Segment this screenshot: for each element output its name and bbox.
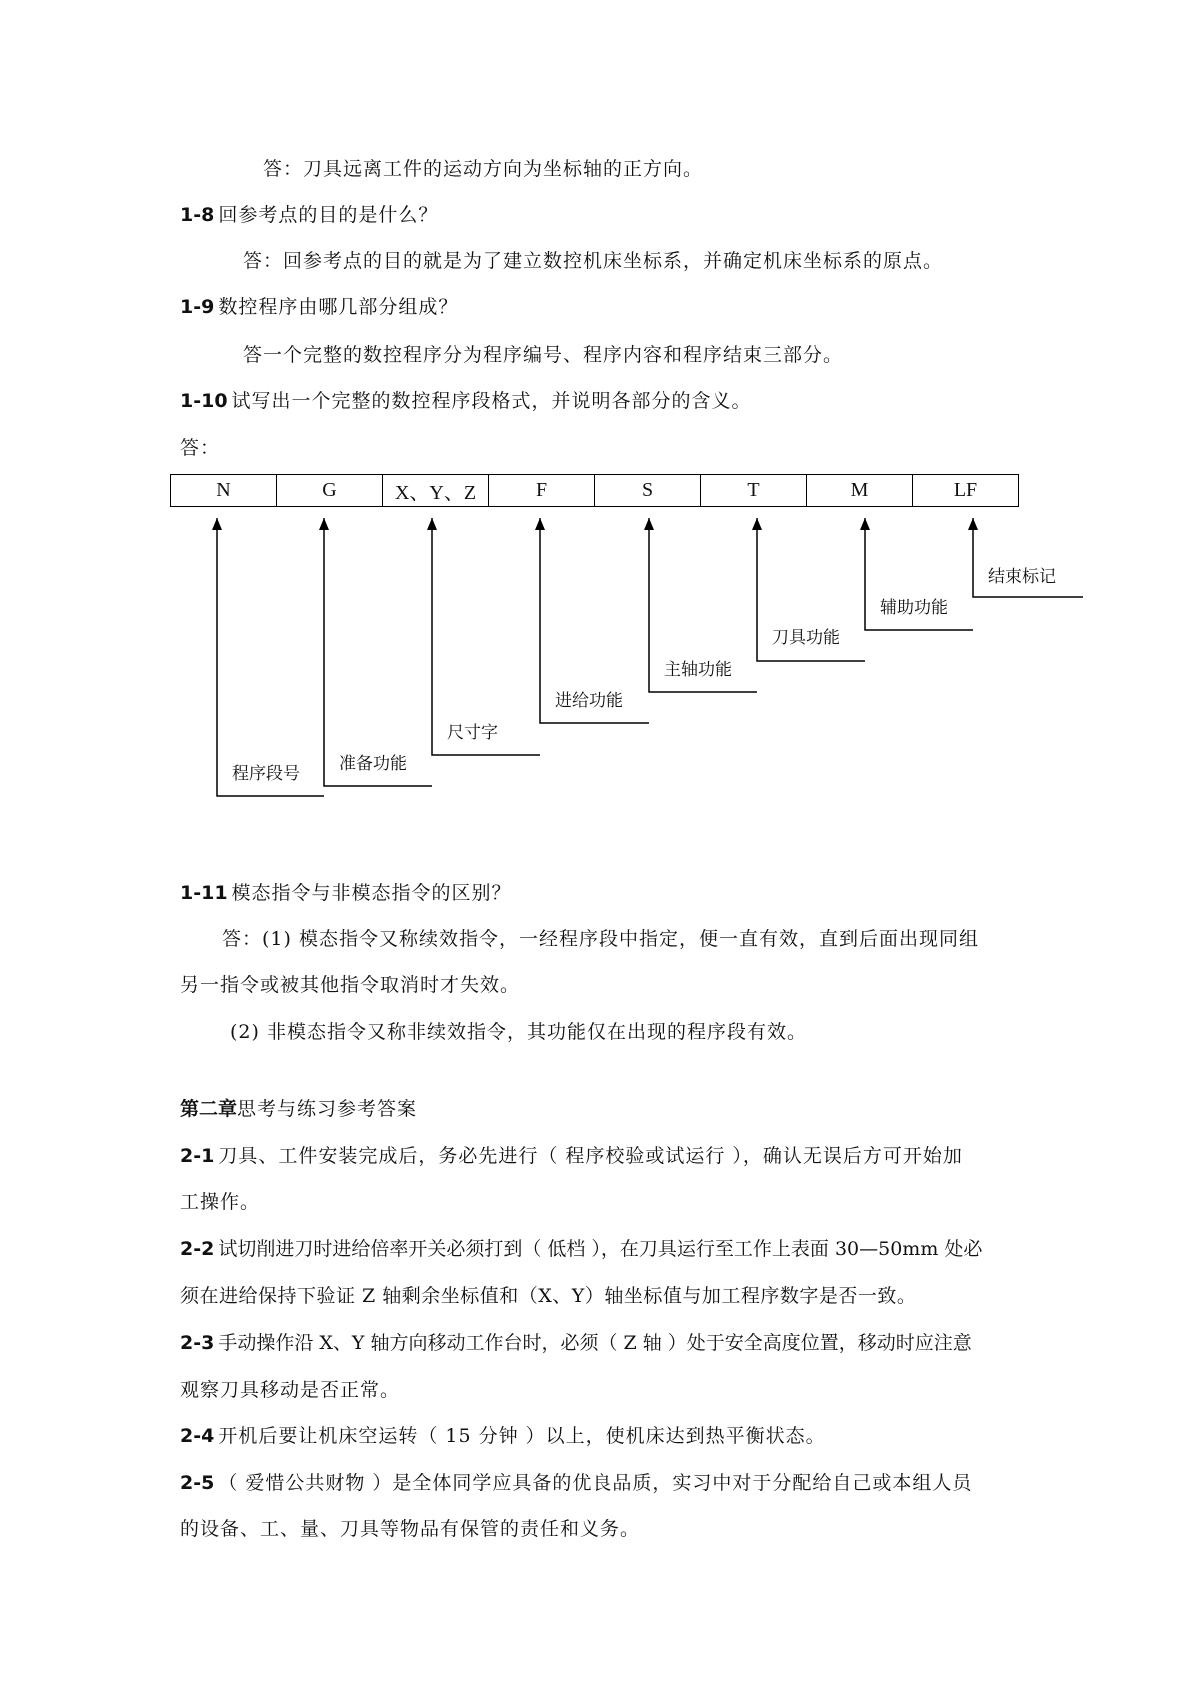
arrow-feed-function [540, 518, 649, 723]
answer-1-7: 答：刀具远离工件的运动方向为坐标轴的正方向。 [263, 158, 704, 180]
cell-t: T [701, 475, 807, 507]
answer-1-9: 答一个完整的数控程序分为程序编号、程序内容和程序结束三部分。 [243, 344, 844, 366]
item-2-5-cont: 的设备、工、量、刀具等物品有保管的责任和义务。 [180, 1518, 641, 1540]
question-1-10: 1-10 试写出一个完整的数控程序段格式，并说明各部分的含义。 [180, 390, 752, 412]
cell-s: S [595, 475, 701, 507]
answer-1-11-part2: (2) 非模态指令又称非续效指令，其功能仅在出现的程序段有效。 [230, 1021, 807, 1043]
label-end-mark: 结束标记 [988, 567, 1056, 587]
cell-n: N [171, 475, 277, 507]
item-2-5: 2-5 （ 爱惜公共财物 ）是全体同学应具备的优良品质，实习中对于分配给自己或本组人员 [180, 1472, 973, 1494]
item-2-2-cont: 须在进给保持下验证 Z 轴剩余坐标值和（X、Y）轴坐标值与加工程序数字是否一致。 [180, 1285, 917, 1307]
label-spindle-function: 主轴功能 [664, 660, 732, 680]
answer-1-11-part1: 答：(1) 模态指令又称续效指令，一经程序段中指定，便一直有效，直到后面出现同组 [222, 928, 979, 950]
cell-f: F [489, 475, 595, 507]
arrow-spindle-function [649, 518, 757, 692]
answer-1-10-label: 答： [180, 437, 221, 459]
item-2-1-cont: 工操作。 [180, 1191, 261, 1213]
arrow-program-number [217, 518, 324, 796]
question-1-9: 1-9 数控程序由哪几部分组成？ [180, 296, 459, 318]
arrow-tool-function [757, 518, 865, 661]
arrow-auxiliary-function [865, 518, 973, 630]
cell-m: M [807, 475, 913, 507]
label-auxiliary-function: 辅助功能 [880, 598, 948, 618]
label-dimension-word: 尺寸字 [447, 723, 498, 743]
label-tool-function: 刀具功能 [772, 628, 840, 648]
question-1-11: 1-11 模态指令与非模态指令的区别？ [180, 882, 512, 904]
item-2-3-cont: 观察刀具移动是否正常。 [180, 1379, 401, 1401]
item-2-1: 2-1 刀具、工件安装完成后，务必先进行（ 程序校验或试运行 ），确认无误后方可开始加 [180, 1145, 963, 1167]
item-2-4: 2-4 开机后要让机床空运转（ 15 分钟 ）以上，使机床达到热平衡状态。 [180, 1425, 826, 1447]
chapter-heading: 第二章思考与练习参考答案 [180, 1098, 418, 1120]
question-1-8: 1-8 回参考点的目的是什么？ [180, 204, 439, 226]
item-2-3: 2-3 手动操作沿 X、Y 轴方向移动工作台时，必须（ Z 轴 ）处于安全高度位置，移动时应注意 [180, 1332, 972, 1354]
arrow-end-mark [973, 518, 1083, 597]
arrow-preparatory-function [324, 518, 432, 786]
label-feed-function: 进给功能 [555, 691, 623, 711]
answer-1-11-part1-cont: 另一指令或被其他指令取消时才失效。 [180, 974, 521, 996]
cell-g: G [277, 475, 383, 507]
label-program-number: 程序段号 [232, 764, 300, 784]
arrow-dimension-word [432, 518, 540, 755]
answer-1-8: 答：回参考点的目的就是为了建立数控机床坐标系，并确定机床坐标系的原点。 [243, 250, 944, 272]
cell-lf: LF [913, 475, 1019, 507]
item-2-2: 2-2 试切削进刀时进给倍率开关必须打到（ 低档 ），在刀具运行至工作上表面 30—50mm 处必 [180, 1238, 983, 1260]
cell-xyz: X、Y、Z [383, 475, 489, 507]
label-preparatory-function: 准备功能 [339, 754, 407, 774]
